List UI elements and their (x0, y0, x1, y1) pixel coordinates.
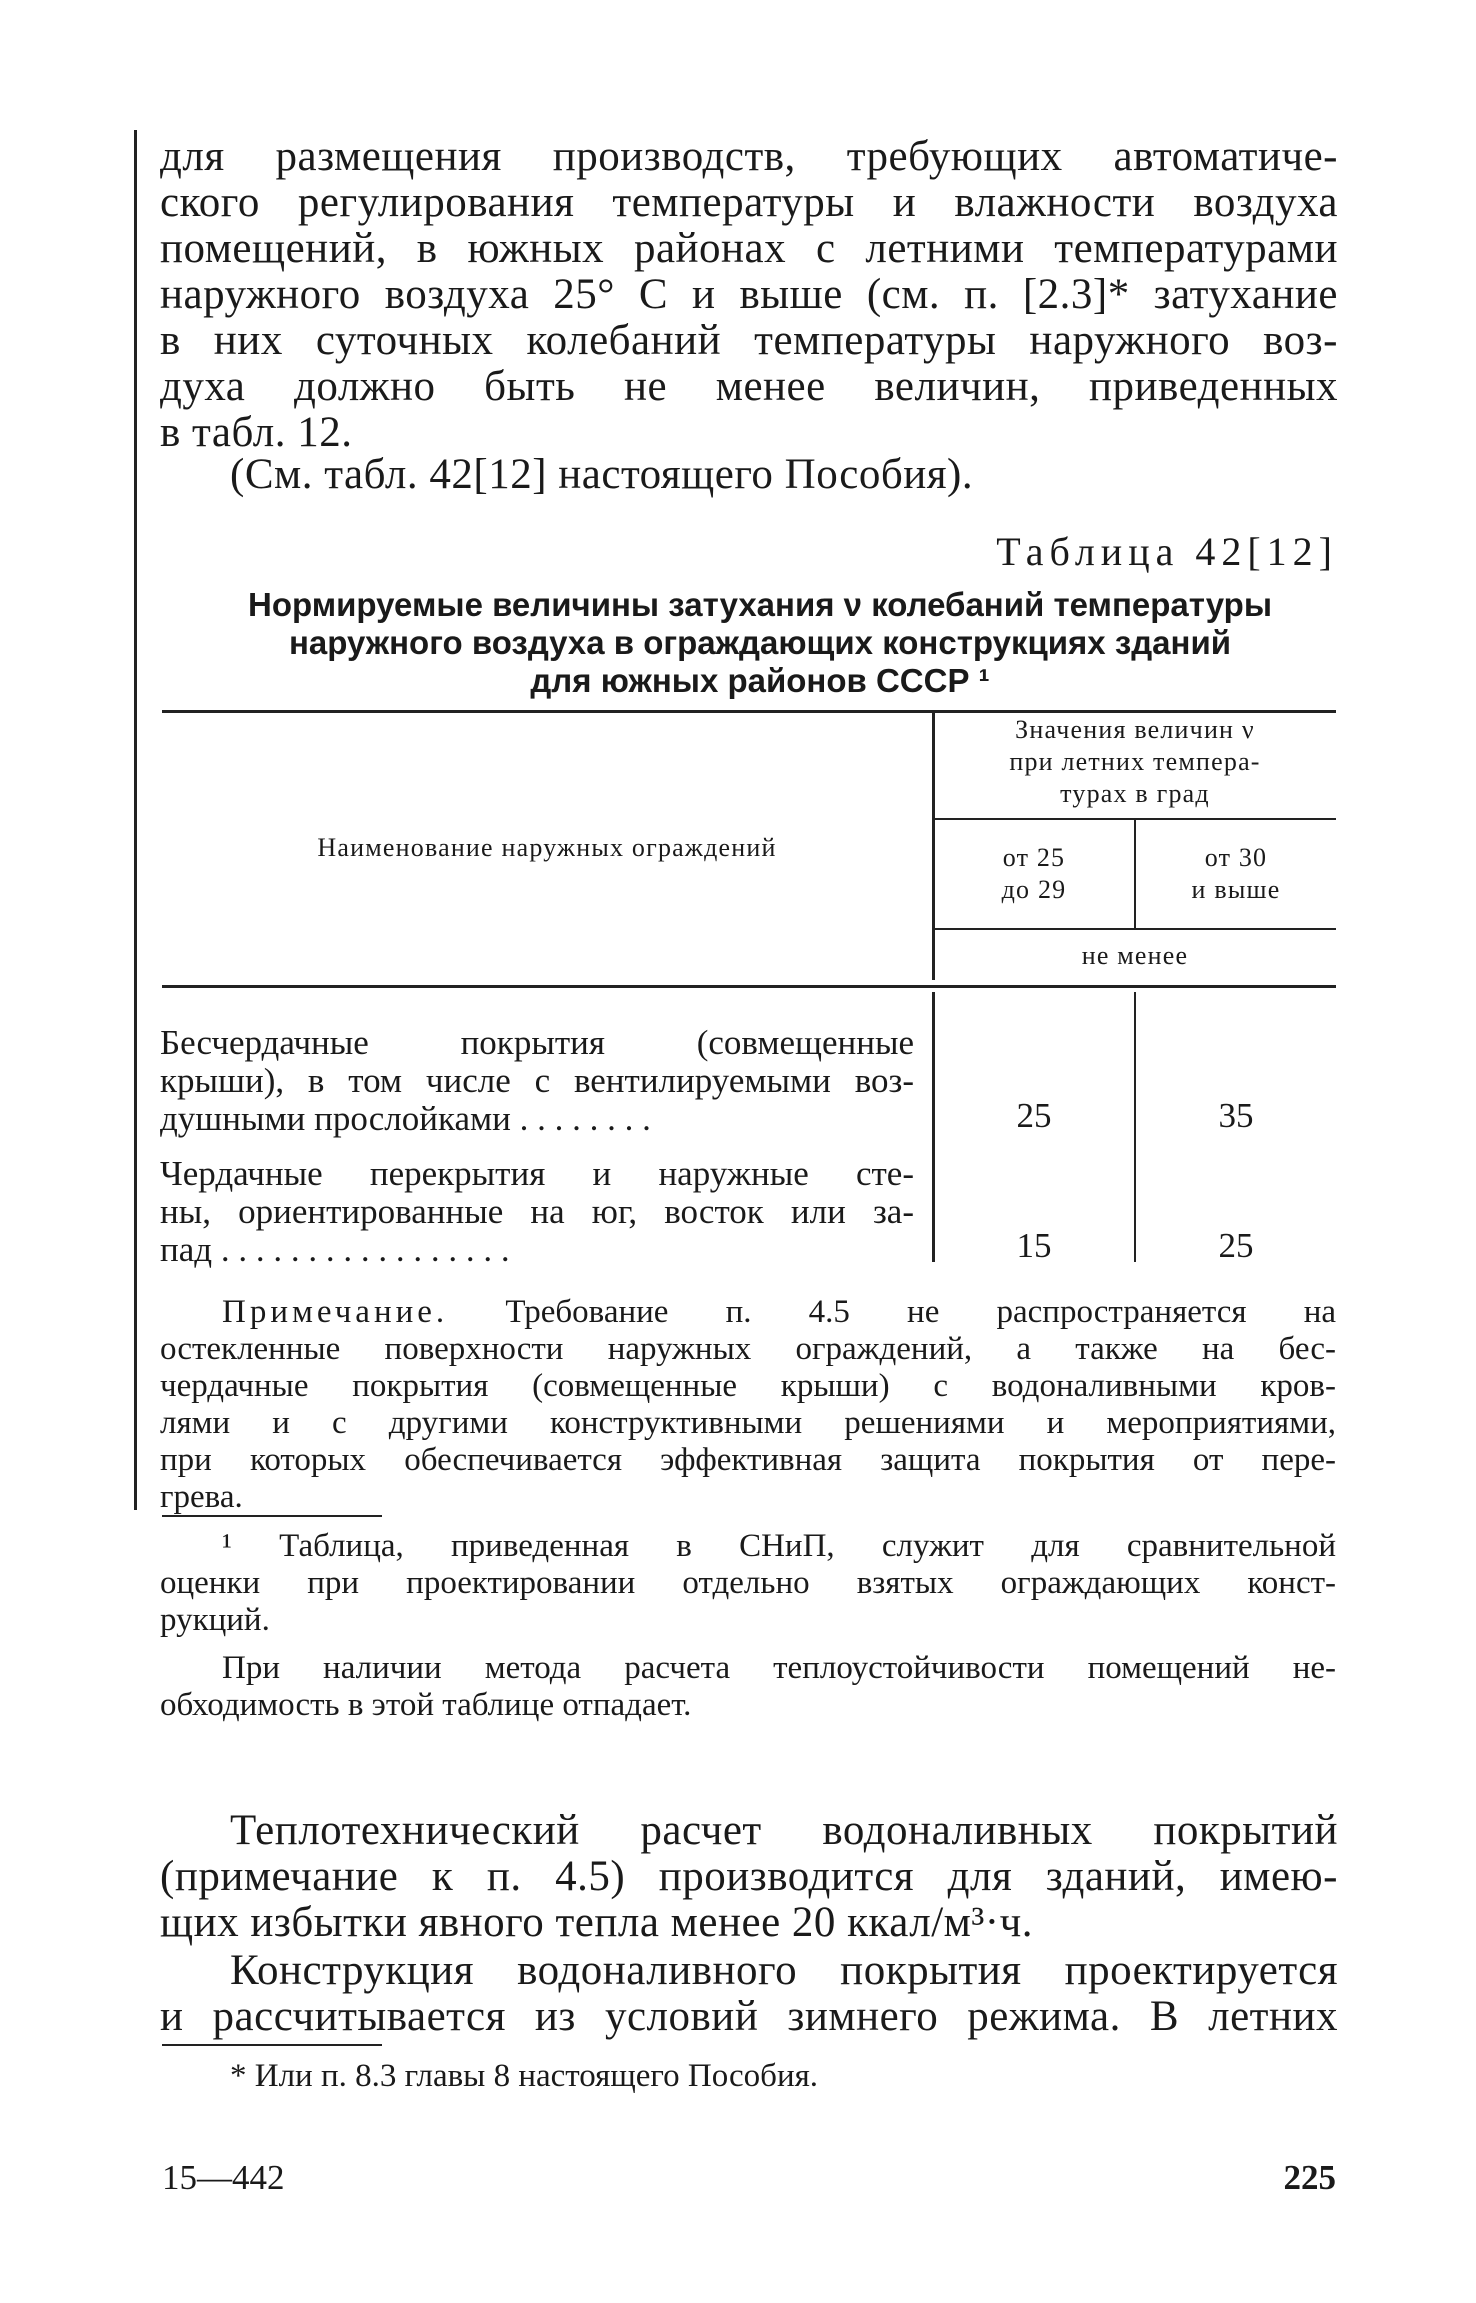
title-line: Нормируемые величины затухания ν колебаний температуры (248, 586, 1272, 623)
intro-line: помещений, в южных районах с летними температурами (160, 225, 1338, 272)
printer-signature: 15—442 (162, 2158, 285, 2197)
header-group-line: турах в град (1060, 779, 1210, 808)
body-line: (примечание к п. 4.5) производится для зданий, имею- (160, 1853, 1338, 1900)
header-col-2 (1136, 842, 1336, 906)
title-line: для южных районов СССР ¹ (530, 662, 990, 699)
intro-line: в табл. 12. (160, 409, 353, 456)
row2-value-col2: 25 (1218, 1226, 1254, 1265)
header-col2-line: и выше (1191, 875, 1281, 904)
body-line: и рассчитывается из условий зимнего режима. В летних (160, 1993, 1338, 2040)
row-name-line: ны, ориентированные на юг, восток или за- (160, 1192, 914, 1231)
note-line (222, 1294, 1336, 1331)
note-label: Примечание. (222, 1294, 449, 1330)
header-group-line: при летних темпера- (1009, 747, 1261, 776)
body-line: Теплотехнический расчет водоналивных покрытий (230, 1807, 1338, 1854)
footnote-1 (160, 1528, 1336, 1639)
star-footnote-separator (162, 2044, 382, 2046)
body-divider (932, 992, 935, 1262)
row-name-line: Чердачные перекрытия и наружные сте- (160, 1154, 914, 1193)
body-line: Конструкция водоналивного покрытия проектируется (230, 1947, 1338, 1994)
note-line: грева. (160, 1479, 243, 1515)
note-line: чердачные покрытия (совмещенные крыши) с водоналивными кров- (160, 1368, 1336, 1404)
header-col-1 (934, 842, 1134, 906)
row-name-line: крыши), в том числе с вентилируемыми воз- (160, 1061, 914, 1100)
table-row-name (160, 1155, 914, 1269)
table-reference: (См. табл. 42[12] настоящего Пособия). (230, 451, 974, 498)
note-line: при которых обеспечивается эффективная защита покрытия от пере- (160, 1442, 1336, 1478)
margin-bar (134, 130, 137, 1510)
body-col-divider (1134, 992, 1136, 1262)
row-name-line: Бесчердачные покрытия (совмещенные (160, 1023, 914, 1062)
row-name-line: душными прослойками . . . . . . . . (160, 1099, 651, 1138)
intro-line: ского регулирования температуры и влажности воздуха (160, 179, 1338, 226)
footnote-line: рукций. (160, 1602, 270, 1638)
body-line: щих избытки явного тепла менее 20 ккал/м³·ч. (160, 1899, 1033, 1946)
note-line: лями и с другими конструктивными решениями и мероприятиями, (160, 1405, 1336, 1441)
footnote-line: обходимость в этой таблице отпадает. (160, 1687, 692, 1723)
body-paragraph-2 (160, 1948, 1338, 2040)
row1-value-col1: 25 (1016, 1096, 1052, 1135)
table-title (200, 586, 1320, 700)
header-col1-line: от 25 (1002, 843, 1066, 872)
row-name-line: пад . . . . . . . . . . . . . . . . . (160, 1230, 510, 1269)
intro-line: наружного воздуха 25° С и выше (см. п. [2.3]* затухание (160, 271, 1338, 318)
header-bottom-rule (162, 985, 1336, 988)
intro-line: в них суточных колебаний температуры наружного воз- (160, 317, 1338, 364)
table-top-rule (162, 710, 1336, 713)
footnote-line: оценки при проектировании отдельно взятых ограждающих конст- (160, 1565, 1336, 1601)
header-name-col: Наименование наружных ограждений (317, 833, 777, 862)
intro-line: для размещения производств, требующих автоматиче- (160, 133, 1338, 180)
header-col2-line: от 30 (1204, 843, 1268, 872)
header-notless-rule (934, 928, 1336, 930)
title-line: наружного воздуха в ограждающих конструкциях зданий (288, 624, 1232, 661)
intro-line: духа должно быть не менее величин, приведенных (160, 363, 1338, 410)
header-values-group (934, 714, 1336, 810)
note-text: Требование п. 4.5 не распространяется на (505, 1294, 1336, 1330)
table-label: Таблица 42[12] (996, 529, 1338, 574)
header-not-less: не менее (1081, 941, 1189, 970)
page-number: 225 (1283, 2158, 1336, 2197)
note-line: остекленные поверхности наружных ограждений, а также на бес- (160, 1331, 1336, 1367)
body-paragraph-1 (160, 1808, 1338, 1946)
row2-value-col1: 15 (1016, 1226, 1052, 1265)
intro-paragraph (160, 134, 1338, 456)
footnote-1-cont (160, 1650, 1336, 1724)
header-group-line: Значения величин ν (1015, 715, 1255, 744)
row1-value-col2: 35 (1218, 1096, 1254, 1135)
footnote-line: ¹ Таблица, приведенная в СНиП, служит для сравнительной (222, 1528, 1336, 1564)
footnote-star: * Или п. 8.3 главы 8 настоящего Пособия. (230, 2058, 819, 2094)
footnote-line: При наличии метода расчета теплоустойчивости помещений не- (222, 1650, 1336, 1686)
table-note (160, 1294, 1336, 1516)
footnote-separator (162, 1515, 382, 1517)
header-col1-line: до 29 (1001, 875, 1067, 904)
table-row-name (160, 1024, 914, 1138)
